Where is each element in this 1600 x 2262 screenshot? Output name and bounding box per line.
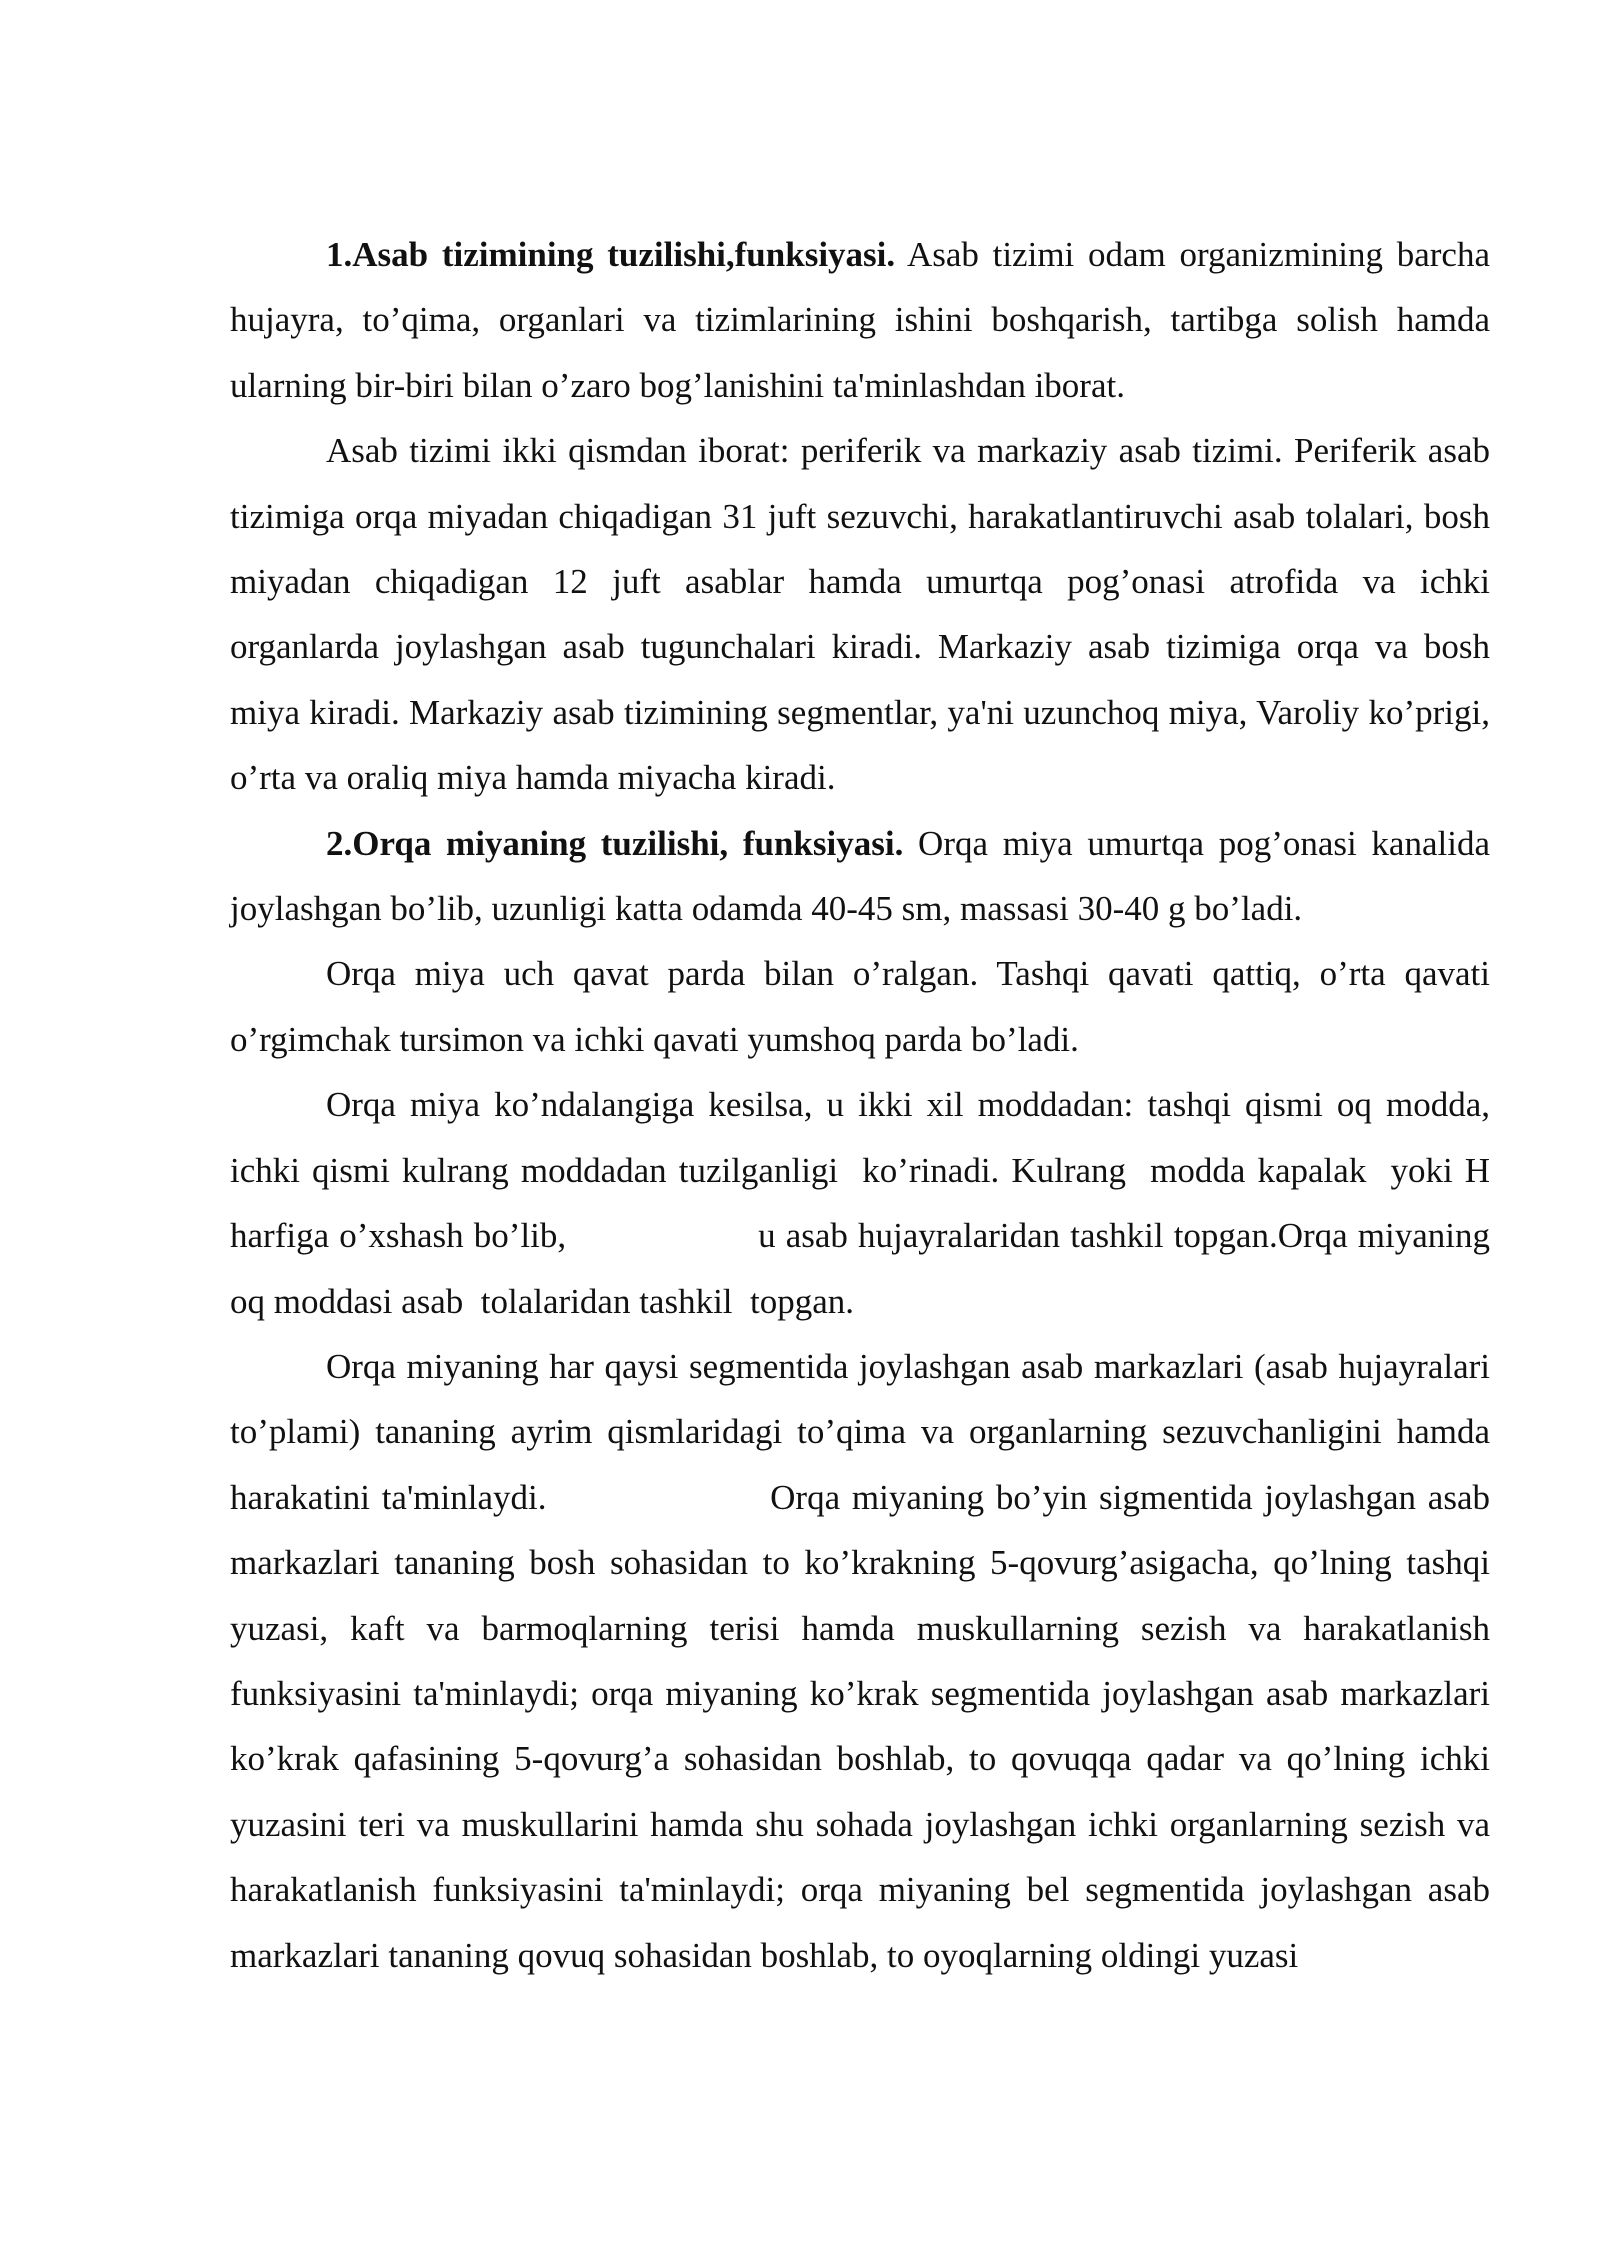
section-heading-1: 1.Asab tizimining tuzilishi,funksiyasi. xyxy=(326,235,896,274)
paragraph-text: Orqa miya uch qavat parda bilan o’ralgan. Tashqi qavati qattiq, o’rta qavati o’rgimchak tursimon va ichki qavati yumshoq parda bo’ladi. xyxy=(230,954,1490,1059)
document-body xyxy=(230,222,1499,1988)
paragraph-spinal-cord-cross-section xyxy=(230,1072,1499,1334)
section-heading-2: 2.Orqa miyaning tuzilishi, funksiyasi. xyxy=(326,823,904,863)
paragraph-text: Asab tizimi odam organizmining barcha hujayra, to’qima, organlari va tizimlarining ishini boshqarish, tartibga solish hamda ularning bir-biri bilan o’zaro bog’lanishini ta'minlashdan iborat. xyxy=(230,235,1490,405)
paragraph-text: Orqa miyaning har qaysi segmentida joylashgan asab markazlari (asab hujayralari to’plami) tananing ayrim qismlaridagi to’qima va organlarning sezuvchanligini hamda harakatini ta'minlaydi. Orqa miyaning bo’yin sigmentida joylashgan asab markazlari tananing bosh sohasidan to ko’krakning 5-qovurg’asigacha, qo’lning tashqi yuzasi, kaft va barmoqlarning terisi hamda muskullarning sezish va harakatlanish funksiyasini ta'minlaydi; orqa miyaning ko’krak segmentida joylashgan asab markazlari ko’krak qafasining 5-qovurg’a sohasidan boshlab, to qovuqqa qadar va qo’lning ichki yuzasini teri va muskullarini hamda shu sohada joylashgan ichki organlarning sezish va harakatlanish funksiyasini ta'minlaydi; orqa miyaning bel segmentida joylashgan asab markazlari tananing qovuq sohasidan boshlab, to oyoqlarning oldingi yuzasi xyxy=(230,1346,1499,1975)
paragraph-text: Orqa miya umurtqa pog’onasi kanalida joylashgan bo’lib, uzunligi katta odamda 40-45 sm, massasi 30-40 g bo’ladi. xyxy=(230,823,1490,929)
paragraph-text: Orqa miya ko’ndalangiga kesilsa, u ikki xil moddadan: tashqi qismi oq modda, ichki qismi kulrang moddadan tuzilganligi ko’rinadi. Kulrang modda kapalak yoki H harfiga o’xshash bo’lib, u asab hujayralaridan tashkil topgan.Orqa miyaning oq moddasi asab tolalaridan tashkil topgan. xyxy=(230,1085,1499,1321)
paragraph-nervous-system-structure xyxy=(230,222,1490,418)
paragraph-spinal-cord-membranes xyxy=(230,941,1490,1072)
paragraph-text: Asab tizimi ikki qismdan iborat: periferik va markaziy asab tizimi. Periferik asab tizimiga orqa miyadan chiqadigan 31 juft sezuvchi, harakatlantiruvchi asab tolalari, bosh miyadan chiqadigan 12 juft asablar hamda umurtqa pog’onasi atrofida va ichki organlarda joylashgan asab tugunchalari kiradi. Markaziy asab tizimiga orqa va bosh miya kiradi. Markaziy asab tizimining segmentlar, ya'ni uzunchoq miya, Varoliy ko’prigi, o’rta va oraliq miya hamda miyacha kiradi. xyxy=(230,431,1490,798)
paragraph-spinal-cord-segments xyxy=(230,1334,1499,1988)
paragraph-spinal-cord-structure xyxy=(230,811,1490,942)
paragraph-nervous-system-parts xyxy=(230,418,1490,810)
